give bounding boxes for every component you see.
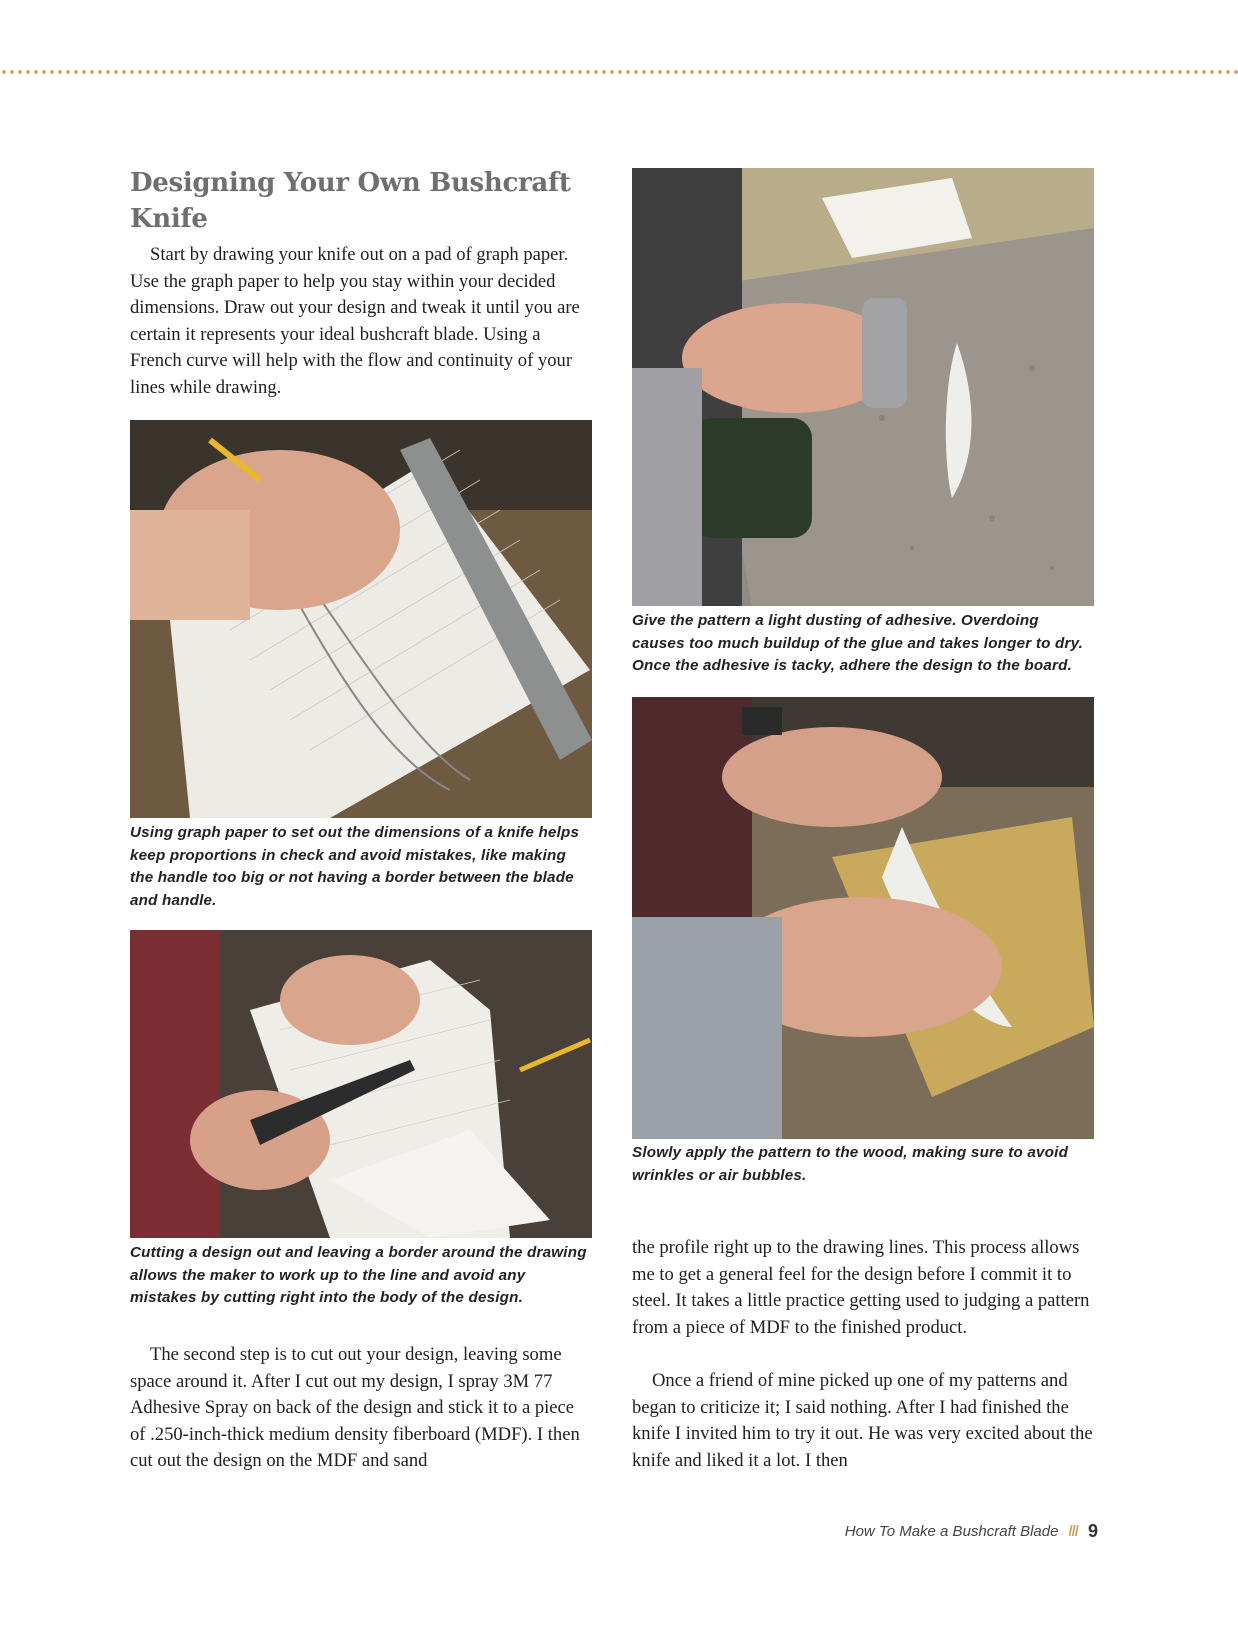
apply-pattern-photo <box>632 697 1094 1139</box>
apply-pattern-caption: Slowly apply the pattern to the wood, making sure to avoid wrinkles or air bubbles. <box>632 1144 1069 1184</box>
cutting-caption: Cutting a design out and leaving a border around the drawing allows the maker to work up to the line and avoid any mistakes by cutting right into the body of the design. <box>130 1244 587 1306</box>
adhesive-photo <box>632 168 1094 606</box>
page-number: 9 <box>1087 1521 1098 1541</box>
book-title: How To Make a Bushcraft Blade <box>844 1523 1059 1540</box>
friend-paragraph: Once a friend of mine picked up one of my patterns and began to criticize it; I said nothing. After I had finished the knife I invited him to try it out. He was very excited about the knife and liked it a lot. I then <box>632 1370 1093 1471</box>
graph-paper-caption: Using graph paper to set out the dimensions of a knife helps keep proportions in check and avoid mistakes, like making the handle too big or not having a border between the blade and handle. <box>130 824 580 909</box>
graph-paper-photo <box>130 420 592 818</box>
dotted-rule <box>0 68 1238 76</box>
cutting-photo <box>130 930 592 1238</box>
step-two-paragraph: The second step is to cut out your design, leaving some space around it. After I cut out my design, I spray 3M 77 Adhesive Spray on back of the design and stick it to a piece of .250-inch-thick medium density fiberboard (MDF). I then cut out the design on the MDF and sand <box>130 1344 580 1471</box>
intro-paragraph: Start by drawing your knife out on a pad of graph paper. Use the graph paper to help you stay within your decided dimensions. Draw out your design and tweak it until you are certain it represents your ideal bushcraft blade. Using a French curve will help with the flow and continuity of your lines while drawing. <box>130 244 580 398</box>
continued-paragraph: the profile right up to the drawing lines. This process allows me to get a general feel for the design before I commit it to steel. It takes a little practice getting used to judging a pattern from a piece of MDF to the finished product. <box>632 1237 1090 1338</box>
section-heading: Designing Your Own Bushcraft Knife <box>130 168 571 234</box>
adhesive-caption: Give the pattern a light dusting of adhesive. Overdoing causes too much buildup of the glue and takes longer to dry. Once the adhesive is tacky, adhere the design to the board. <box>632 612 1084 674</box>
footer-separator: /// <box>1068 1523 1078 1540</box>
page-footer <box>845 1521 1098 1542</box>
